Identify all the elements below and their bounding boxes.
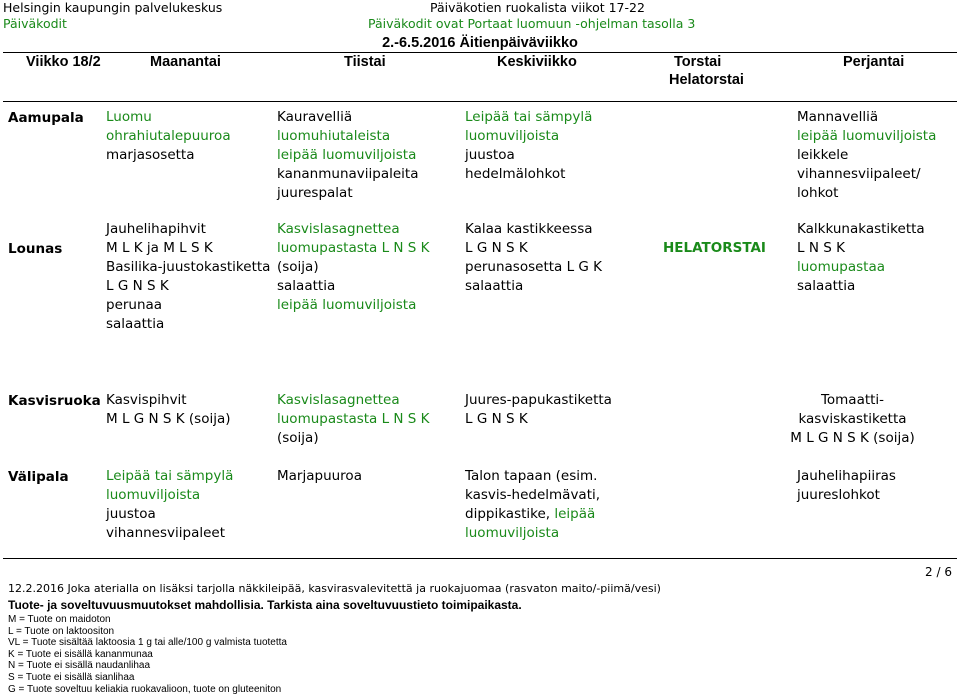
menu-line: leikkele [797,147,849,163]
menu-line: leipää luomuviljoista [797,128,937,144]
menu-line: vihannesviipaleet [106,525,226,541]
menu-line: Kasvispihvit [106,392,187,408]
menu-line: M L G N S K (soija) [106,411,231,427]
menu-line: vihannesviipaleet/ [797,166,921,182]
col-wednesday: Keskiviikko [497,54,577,70]
menu-line: Juures-papukastiketta [465,392,612,408]
menu-line: juureslohkot [797,487,880,503]
table-bottom-border [3,558,957,559]
column-header-row [0,54,960,102]
menu-line: M L K ja M L S K [106,240,213,256]
menu-line: salaattia [106,316,165,332]
menu-line: juustoa [465,147,515,163]
col-monday: Maanantai [150,54,221,70]
row-label-lounas: Lounas [8,241,63,257]
menu-line: Talon tapaan (esim. [465,468,598,484]
menu-line: juustoa [106,506,156,522]
menu-line: M L G N S K (soija) [790,430,915,446]
col-week: Viikko 18/2 [26,54,101,70]
col-tuesday: Tiistai [344,54,386,70]
week-range-title: 2.-6.5.2016 Äitienpäiväviikko [382,35,578,51]
cell-aamupala-wed [465,108,592,184]
menu-line: lohkot [797,185,839,201]
menu-line: Jauhelihapihvit [106,221,206,237]
menu-line: salaattia [797,278,856,294]
menu-line: leipää luomuviljoista [277,147,417,163]
legend-item: G = Tuote soveltuu keliakia ruokavalioon, tuote on gluteeniton [8,683,282,695]
menu-line: perunasosetta L G K [465,259,603,275]
menu-line: L G N S K [465,411,528,427]
menu-line: luomupastasta L N S K [277,240,430,256]
menu-line: kasvis-hedelmävati, [465,487,601,503]
cell-aamupala-tue [277,108,418,203]
menu-line: kananmunaviipaleita [277,166,419,182]
menu-line: marjasosetta [106,147,195,163]
menu-line: luomupastaa [797,259,885,275]
cell-kasvisruoka-fri [790,391,915,448]
menu-line: luomupastasta L N S K [277,411,430,427]
cell-lounas-wed [465,220,602,296]
page-number: 2 / 6 [925,565,952,579]
cell-valipala-tue [277,467,362,486]
menu-line: Kalaa kastikkeessa [465,221,593,237]
row-label-kasvisruoka: Kasvisruoka [8,393,101,409]
menu-line: juurespalat [277,185,353,201]
legend-item: S = Tuote ei sisällä sianlihaa [8,671,135,683]
menu-line: Kauravelliä [277,109,353,125]
footer-note: 12.2.2016 Joka aterialla on lisäksi tarjolla näkkileipää, kasvirasvalevitettä ja ruokajuomaa (rasvaton maito/-piimä/vesi) [8,582,661,595]
menu-line: salaattia [465,278,524,294]
cell-lounas-thu-helatorstai: HELATORSTAI [663,240,766,256]
col-thursday-sub: Helatorstai [669,72,744,88]
menu-line: Mannavelliä [797,109,879,125]
cell-kasvisruoka-wed [465,391,612,429]
allergen-legend [8,614,287,695]
menu-line: Basilika-juustokastiketta [106,259,271,275]
program-note: Päiväkodit ovat Portaat luomuun -ohjelman tasolla 3 [368,16,696,31]
menu-line: (soija) [277,259,319,275]
col-thursday: Torstai [674,54,722,70]
menu-line: Kasvislasagnettea [277,221,400,237]
cell-kasvisruoka-tue [277,391,430,448]
col-friday: Perjantai [843,54,905,70]
cell-aamupala-mon [106,108,231,165]
footer-warning: Tuote- ja soveltuvuusmuutokset mahdollisia. Tarkista aina soveltuvuustieto toimipaikasta. [8,598,522,612]
legend-item: K = Tuote ei sisällä kananmunaa [8,648,153,660]
legend-item: L = Tuote on laktoositon [8,625,115,637]
cell-lounas-tue [277,220,430,315]
organization-name: Helsingin kaupungin palvelukeskus [3,0,223,15]
unit-name: Päiväkodit [3,16,67,31]
menu-line: Kasvislasagnettea [277,392,400,408]
cell-valipala-fri [797,467,896,505]
cell-aamupala-fri [797,108,936,203]
menu-line: luomuviljoista [465,128,560,144]
menu-line: luomuviljoista [106,487,201,503]
menu-line: L G N S K [106,278,169,294]
cell-valipala-wed [465,467,600,543]
legend-item: VL = Tuote sisältää laktoosia 1 g tai alle/100 g valmista tuotetta [8,637,287,649]
row-label-valipala: Välipala [8,469,69,485]
legend-item: N = Tuote ei sisällä naudanlihaa [8,660,151,672]
menu-line: L N S K [797,240,845,256]
menu-line: salaattia [277,278,336,294]
menu-line: leipää luomuviljoista [277,297,417,313]
legend-item: M = Tuote on maidoton [8,614,111,625]
menu-line: dippikastike, leipää [465,506,596,522]
menu-line: ohrahiutalepuuroa [106,128,231,144]
menu-line: Tomaatti- [820,392,885,408]
cell-lounas-fri [797,220,925,296]
menu-line: luomuviljoista [465,525,560,541]
menu-line: luomuhiutaleista [277,128,391,144]
menu-line: hedelmälohkot [465,166,566,182]
menu-line: Luomu [106,109,152,125]
menu-line: Marjapuuroa [277,468,362,484]
menu-line: perunaa [106,297,163,313]
menu-line: (soija) [277,430,319,446]
table-top-border [3,52,957,53]
row-label-aamupala: Aamupala [8,110,84,126]
menu-line: L G N S K [465,240,528,256]
cell-kasvisruoka-mon [106,391,231,429]
cell-lounas-mon [106,220,270,334]
menu-line: Leipää tai sämpylä [106,468,234,484]
menu-line: Jauhelihapiiras [797,468,896,484]
document-title: Päiväkotien ruokalista viikot 17-22 [430,0,645,15]
menu-line: Leipää tai sämpylä [465,109,593,125]
menu-line: kasviskastiketta [798,411,907,427]
menu-line: Kalkkunakastiketta [797,221,925,237]
cell-valipala-mon [106,467,233,543]
